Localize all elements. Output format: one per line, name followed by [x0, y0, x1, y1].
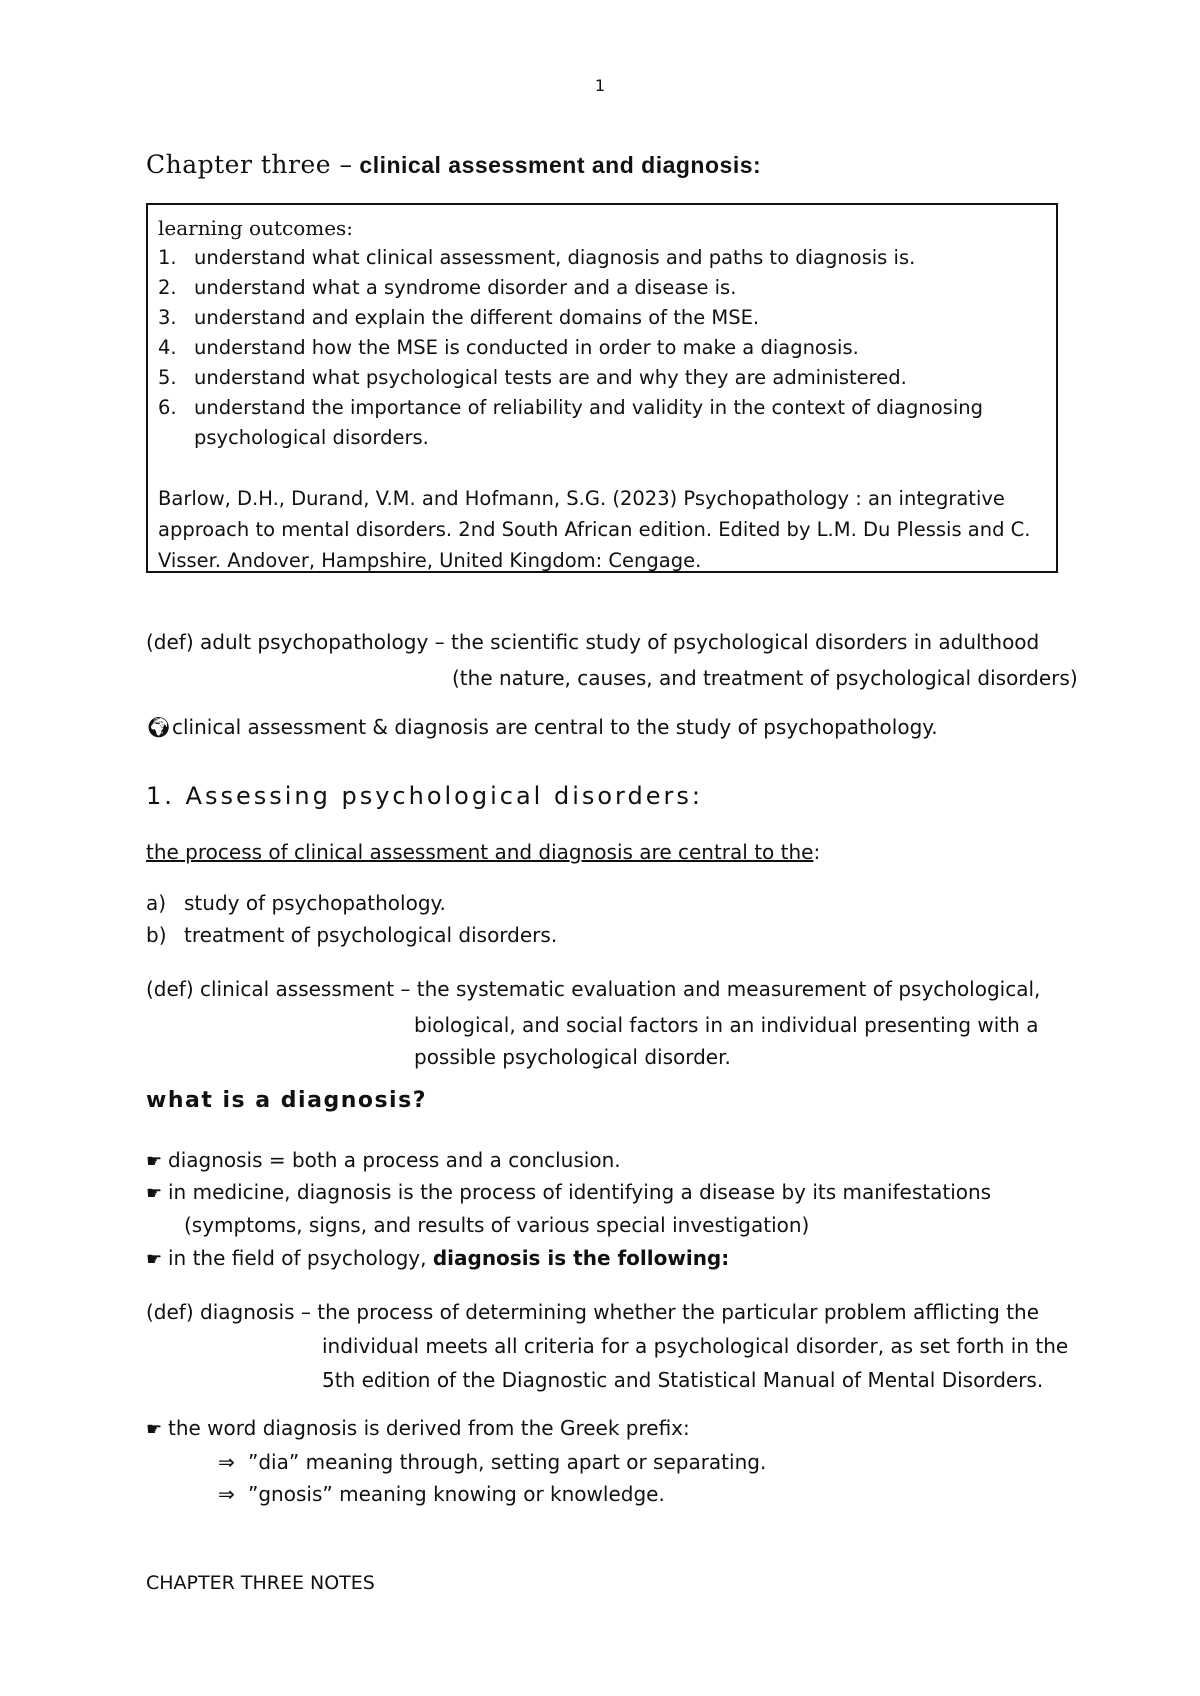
def-adult-psychopathology-line1: (def) adult psychopathology – the scientific study of psychological disorders in adulthood — [146, 630, 1040, 654]
list-item — [146, 1242, 729, 1276]
arrow-icon: ⇒ — [218, 1482, 235, 1506]
list-item-number: 6. — [158, 396, 177, 419]
list-item-text: study of psychopathology. — [184, 891, 446, 915]
pointing-hand-icon: ☛ — [146, 1183, 163, 1204]
list-item — [218, 1446, 766, 1478]
pointing-hand-icon: ☛ — [146, 1249, 163, 1270]
section-heading: 1. Assessing psychological disorders: — [146, 782, 703, 810]
page-footer: CHAPTER THREE NOTES — [146, 1572, 375, 1594]
list-item — [218, 1478, 665, 1510]
list-item — [158, 393, 1046, 453]
chapter-title — [146, 150, 761, 179]
list-item-bold-text: diagnosis is the following: — [432, 1246, 730, 1270]
def-diagnosis-line1: (def) diagnosis – the process of determining whether the particular problem afflicting the — [146, 1300, 1040, 1324]
list-item — [158, 363, 1046, 393]
list-item — [158, 333, 1046, 363]
list-item — [146, 919, 557, 951]
list-item-marker: b) — [146, 923, 167, 947]
def-diagnosis-line3: 5th edition of the Diagnostic and Statistical Manual of Mental Disorders. — [322, 1368, 1044, 1392]
list-item — [146, 1144, 621, 1178]
list-item-text: in medicine, diagnosis is the process of identifying a disease by its manifestations — [168, 1180, 992, 1204]
list-item-continuation: (symptoms, signs, and results of various special investigation) — [184, 1213, 810, 1237]
list-item-text: understand what psychological tests are and why they are administered. — [194, 366, 907, 389]
list-item-text: treatment of psychological disorders. — [184, 923, 558, 947]
learning-outcomes-heading: learning outcomes: — [158, 216, 354, 240]
section-intro — [146, 836, 820, 868]
page-number: 1 — [594, 76, 606, 95]
list-item — [146, 887, 446, 919]
list-item — [158, 303, 1046, 333]
list-item-number: 1. — [158, 246, 177, 269]
list-item-text: understand what clinical assessment, diagnosis and paths to diagnosis is. — [194, 246, 916, 269]
list-item-text: understand what a syndrome disorder and a disease is. — [194, 276, 737, 299]
list-item-text: understand the importance of reliability and validity in the context of diagnosing psychological disorders. — [194, 396, 983, 449]
section-intro-underlined: the process of clinical assessment and diagnosis are central to the — [146, 840, 814, 864]
list-item-number: 4. — [158, 336, 177, 359]
list-item-number: 5. — [158, 366, 177, 389]
list-item — [146, 1412, 690, 1446]
list-item-text: understand and explain the different domains of the MSE. — [194, 306, 760, 329]
list-item-text: understand how the MSE is conducted in order to make a diagnosis. — [194, 336, 859, 359]
def-diagnosis-line2: individual meets all criteria for a psychological disorder, as set forth in the — [322, 1334, 1069, 1358]
list-item — [158, 243, 1046, 273]
list-item-text: diagnosis = both a process and a conclusion. — [168, 1148, 621, 1172]
list-item-marker: a) — [146, 891, 167, 915]
list-item-text: the word diagnosis is derived from the Greek prefix: — [168, 1416, 690, 1440]
def-clinical-assessment-line3: possible psychological disorder. — [414, 1045, 731, 1069]
list-item-text: ”gnosis” meaning knowing or knowledge. — [248, 1482, 665, 1506]
list-item-number: 2. — [158, 276, 177, 299]
list-item — [146, 1176, 991, 1210]
list-item-number: 3. — [158, 306, 177, 329]
arrow-icon: ⇒ — [218, 1450, 235, 1474]
central-note — [146, 711, 938, 743]
def-clinical-assessment-line1: (def) clinical assessment – the systematic evaluation and measurement of psychological, — [146, 977, 1041, 1001]
list-item-text: in the field of psychology, — [168, 1246, 433, 1270]
textbook-reference: Barlow, D.H., Durand, V.M. and Hofmann, S.G. (2023) Psychopathology : an integrative approach to mental disorders. 2nd South African edition. Edited by L.M. Du Plessis and C. Visser. Andover, Hampshire, United Kingdom: Cengage. — [158, 487, 1031, 572]
globe-icon: 🌍︎ — [146, 715, 172, 739]
list-item — [158, 273, 1046, 303]
def-adult-psychopathology-line2: (the nature, causes, and treatment of psychological disorders) — [452, 666, 1078, 690]
learning-outcomes-list — [158, 243, 1046, 453]
chapter-title-lead: Chapter three – — [146, 150, 353, 179]
chapter-title-rest: clinical assessment and diagnosis: — [352, 152, 762, 178]
learning-outcomes-box — [146, 203, 1058, 573]
list-item-text: ”dia” meaning through, setting apart or separating. — [248, 1450, 767, 1474]
central-note-text: clinical assessment & diagnosis are central to the study of psychopathology. — [172, 715, 938, 739]
section-intro-tail: : — [813, 840, 821, 864]
diagnosis-heading: what is a diagnosis? — [146, 1088, 427, 1113]
def-clinical-assessment-line2: biological, and social factors in an individual presenting with a — [414, 1013, 1039, 1037]
pointing-hand-icon: ☛ — [146, 1419, 163, 1440]
pointing-hand-icon: ☛ — [146, 1151, 163, 1172]
